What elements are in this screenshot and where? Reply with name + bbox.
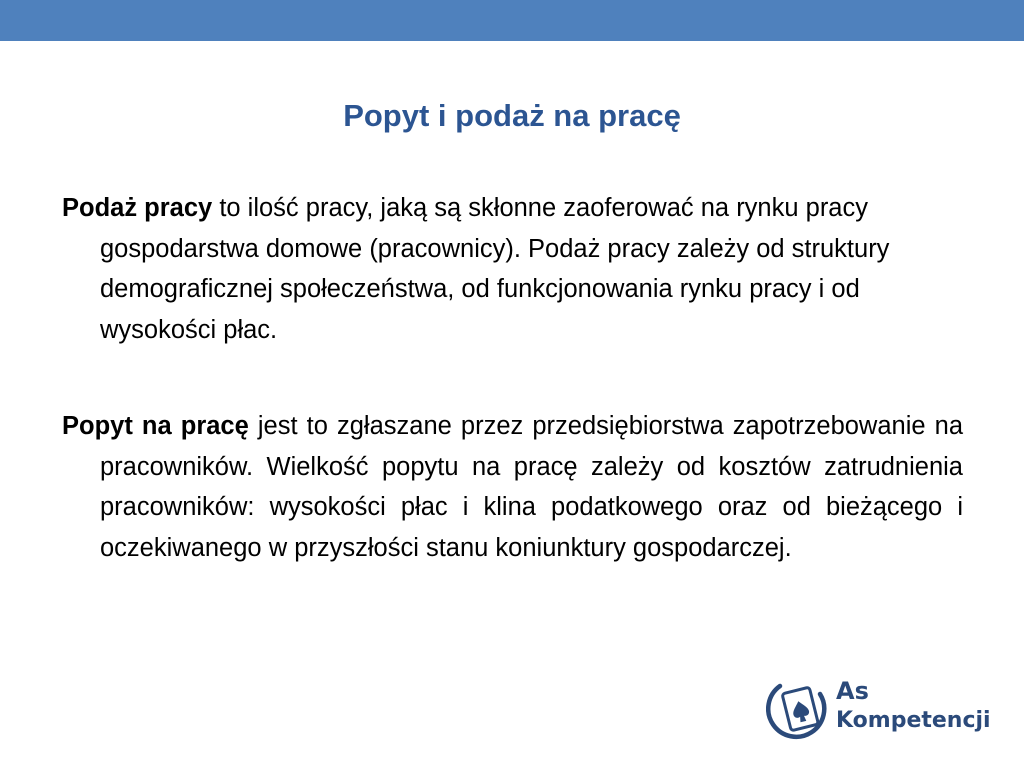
term-labor-supply: Podaż pracy (62, 194, 213, 222)
logo-text-as: As (836, 677, 869, 705)
definition-labor-supply: to ilość pracy, jaką są skłonne zaoferować na rynku pracy gospodarstwa domowe (pracownicy). Podaż pracy zależy od struktury demograficznej społeczeństwa, od funkcjonowania rynku pracy i od wysokości płac. (100, 194, 890, 344)
term-labor-demand: Popyt na pracę (62, 412, 249, 440)
logo-text-kompetencji: Kompetencji (836, 708, 991, 733)
slide-title: Popyt i podaż na pracę (343, 98, 681, 133)
top-accent-bar (0, 0, 1024, 41)
card-spade-icon (766, 672, 830, 742)
paragraph-labor-demand (62, 406, 963, 568)
logo (766, 672, 998, 744)
paragraph-labor-supply (62, 188, 963, 350)
definition-labor-demand: jest to zgłaszane przez przedsiębiorstwa zapotrzebowanie na pracowników. Wielkość popytu na pracę zależy od kosztów zatrudnienia pracowników: wysokości płac i klina podatkowego oraz od bieżącego i oczekiwanego w przyszłości stanu koniunktury gospodarczej. (100, 412, 964, 562)
